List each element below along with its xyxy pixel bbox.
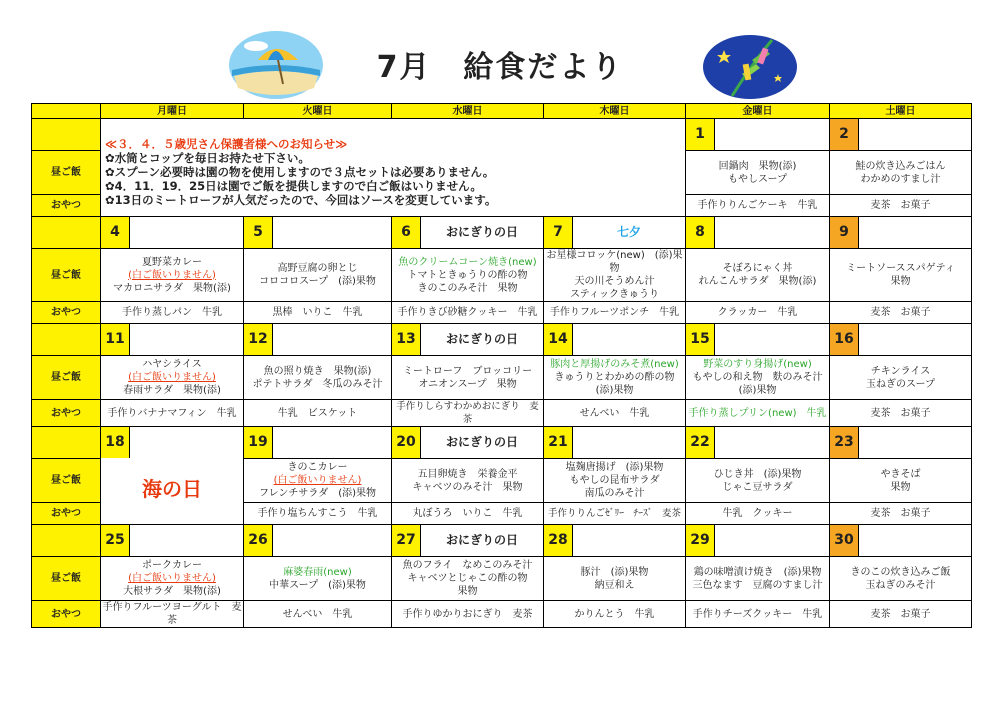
day-tag: おにぎりの日	[445, 332, 518, 346]
day-number: 21	[544, 427, 573, 458]
holiday-label: 海の日	[142, 476, 202, 501]
day-header	[686, 119, 830, 151]
lunch-cell: 鮭の炊き込みごはん わかめのすまし汁	[830, 151, 972, 195]
lunch-cell: 鶏の味噌漬け焼き (添)果物 三色なます 豆腐のすまし汁	[686, 557, 830, 601]
day-number: 2	[830, 119, 859, 150]
snack-cell: 手作りりんごケーキ 牛乳	[686, 195, 830, 217]
lunch-cell: ポークカレー (白ご飯いりません) 大根サラダ 果物(添)	[101, 557, 244, 601]
lunch-cell: 五目卵焼き 栄養金平 キャベツのみそ汁 果物	[392, 459, 544, 503]
snack-cell: かりんとう 牛乳	[544, 601, 686, 628]
header-corner	[32, 104, 101, 119]
day-header	[101, 525, 244, 557]
notice-line: ✿スプーン必要時は園の物を使用しますので３点セットは必要ありません。	[105, 165, 495, 179]
lunch-label: 昼ご飯	[32, 557, 101, 601]
weekday-header: 火曜日	[244, 104, 392, 119]
day-header	[686, 217, 830, 249]
snack-cell: 手作りバナナマフィン 牛乳	[101, 400, 244, 427]
snack-cell: 麦茶 お菓子	[830, 400, 972, 427]
lunch-cell: 塩麹唐揚げ (添)果物 もやしの昆布サラダ 南瓜のみそ汁	[544, 459, 686, 503]
lunch-cell: ミートソーススパゲティ 果物	[830, 249, 972, 302]
day-number: 20	[392, 427, 421, 458]
snack-cell: 牛乳 クッキー	[686, 503, 830, 525]
day-number: 27	[392, 525, 421, 556]
snack-cell: 手作りしらすわかめおにぎり 麦茶	[392, 400, 544, 427]
weekday-header: 金曜日	[686, 104, 830, 119]
lunch-cell: 回鍋肉 果物(添) もやしスープ	[686, 151, 830, 195]
snack-cell: 手作りゆかりおにぎり 麦茶	[392, 601, 544, 628]
day-number: 18	[101, 427, 130, 458]
lunch-cell: チキンライス 玉ねぎのスープ	[830, 356, 972, 400]
day-header	[544, 324, 686, 356]
snack-cell: せんべい 牛乳	[244, 601, 392, 628]
day-header	[686, 525, 830, 557]
day-header	[392, 217, 544, 249]
day-header	[392, 324, 544, 356]
day-header	[544, 525, 686, 557]
snack-label: おやつ	[32, 400, 101, 427]
day-header	[244, 427, 392, 459]
day-header	[244, 324, 392, 356]
lunch-cell: やきそば 果物	[830, 459, 972, 503]
snack-cell: 手作りきび砂糖クッキー 牛乳	[392, 302, 544, 324]
weekday-header: 土曜日	[830, 104, 972, 119]
snack-cell: 麦茶 お菓子	[830, 601, 972, 628]
notice-line: ✿13日のミートローフが人気だったので、今回はソースを変更しています。	[105, 193, 497, 207]
lunch-cell: 魚のフライ なめこのみそ汁 キャベツとじゃこの酢の物 果物	[392, 557, 544, 601]
lunch-cell: お星様コロッケ(new) (添)果物 天の川そうめん汁 スティックきゅうり	[544, 249, 686, 302]
lunch-cell: きのこの炊き込みご飯 玉ねぎのみそ汁	[830, 557, 972, 601]
day-header	[544, 217, 686, 249]
day-number: 22	[686, 427, 715, 458]
day-header	[392, 427, 544, 459]
lunch-label: 昼ご飯	[32, 151, 101, 195]
day-tag: おにぎりの日	[445, 533, 518, 547]
snack-label: おやつ	[32, 195, 101, 217]
lunch-cell: きのこカレー (白ご飯いりません) フレンチサラダ (添)果物	[244, 459, 392, 503]
day-tag: おにぎりの日	[445, 225, 518, 239]
snack-cell: クラッカー 牛乳	[686, 302, 830, 324]
day-header	[830, 119, 972, 151]
lunch-cell: 豚汁 (添)果物 納豆和え	[544, 557, 686, 601]
snack-cell: 手作りフルーツポンチ 牛乳	[544, 302, 686, 324]
snack-label: おやつ	[32, 302, 101, 324]
lunch-cell: ミートローフ ブロッコリー オニオンスープ 果物	[392, 356, 544, 400]
weekday-header: 木曜日	[544, 104, 686, 119]
day-tag: 七夕	[616, 225, 641, 239]
day-header	[830, 525, 972, 557]
day-number: 1	[686, 119, 715, 150]
day-number: 25	[101, 525, 130, 556]
holiday-cell	[101, 459, 244, 525]
lunch-label: 昼ご飯	[32, 356, 101, 400]
day-number: 26	[244, 525, 273, 556]
snack-cell: 手作り蒸しパン 牛乳	[101, 302, 244, 324]
day-number: 13	[392, 324, 421, 355]
day-header	[830, 324, 972, 356]
lunch-cell: 魚の照り焼き 果物(添) ポテトサラダ 冬瓜のみそ汁	[244, 356, 392, 400]
day-header	[244, 217, 392, 249]
notice-line: ✿4．11．19．25日は園でご飯を提供しますので白ご飯はいりません。	[105, 179, 482, 193]
snack-cell: 丸ぼうろ いりこ 牛乳	[392, 503, 544, 525]
day-number: 6	[392, 217, 421, 248]
day-tag: おにぎりの日	[445, 435, 518, 449]
day-number: 28	[544, 525, 573, 556]
day-header	[544, 427, 686, 459]
day-header	[830, 427, 972, 459]
notice-heading: ≪３．４．５歳児さん保護者様へのお知らせ≫	[105, 137, 348, 151]
lunch-label: 昼ご飯	[32, 249, 101, 302]
lunch-cell: そぼろにゃく丼 れんこんサラダ 果物(添)	[686, 249, 830, 302]
lunch-cell: ハヤシライス (白ご飯いりません) 春雨サラダ 果物(添)	[101, 356, 244, 400]
lunch-cell: 魚のクリームコーン焼き(new) トマトときゅうりの酢の物 きのこのみそ汁 果物	[392, 249, 544, 302]
day-number: 11	[101, 324, 130, 355]
day-number: 16	[830, 324, 859, 355]
lunch-cell: 高野豆腐の卵とじ コロコロスープ (添)果物	[244, 249, 392, 302]
day-number: 23	[830, 427, 859, 458]
snack-cell: 手作りりんごｾﾞﾘｰ ﾁｰｽﾞ 麦茶	[544, 503, 686, 525]
day-header	[101, 217, 244, 249]
notice-line: ✿水筒とコップを毎日お持たせ下さい。	[105, 151, 310, 165]
day-header	[101, 324, 244, 356]
day-number: 5	[244, 217, 273, 248]
day-number: 15	[686, 324, 715, 355]
snack-cell: 牛乳 ビスケット	[244, 400, 392, 427]
lunch-calendar	[31, 103, 972, 628]
lunch-label: 昼ご飯	[32, 459, 101, 503]
snack-cell: 麦茶 お菓子	[830, 195, 972, 217]
day-number: 12	[244, 324, 273, 355]
snack-cell: 手作りチーズクッキー 牛乳	[686, 601, 830, 628]
day-number: 7	[544, 217, 573, 248]
day-number: 19	[244, 427, 273, 458]
snack-cell: 黒棒 いりこ 牛乳	[244, 302, 392, 324]
lunch-cell: 野菜のすり身揚げ(new) もやしの和え物 麩のみそ汁 (添)果物	[686, 356, 830, 400]
snack-cell: 麦茶 お菓子	[830, 302, 972, 324]
weekday-header: 水曜日	[392, 104, 544, 119]
day-header	[244, 525, 392, 557]
day-header	[392, 525, 544, 557]
snack-cell: 手作り塩ちんすこう 牛乳	[244, 503, 392, 525]
snack-cell: 手作り蒸しプリン(new) 牛乳	[686, 400, 830, 427]
day-header	[101, 427, 244, 459]
notice-box	[101, 119, 686, 217]
day-header	[686, 427, 830, 459]
lunch-cell: 麻婆春雨(new) 中華スープ (添)果物	[244, 557, 392, 601]
weekday-header: 月曜日	[101, 104, 244, 119]
lunch-cell: ひじき丼 (添)果物 じゃこ豆サラダ	[686, 459, 830, 503]
day-number: 4	[101, 217, 130, 248]
day-number: 8	[686, 217, 715, 248]
snack-cell: 手作りフルーツヨーグルト 麦茶	[101, 601, 244, 628]
day-header	[830, 217, 972, 249]
snack-cell: せんべい 牛乳	[544, 400, 686, 427]
snack-label: おやつ	[32, 503, 101, 525]
lunch-cell: 夏野菜カレー (白ご飯いりません) マカロニサラダ 果物(添)	[101, 249, 244, 302]
day-number: 29	[686, 525, 715, 556]
snack-label: おやつ	[32, 601, 101, 628]
lunch-cell: 豚肉と厚揚げのみそ煮(new) きゅうりとわかめの酢の物 (添)果物	[544, 356, 686, 400]
snack-cell: 麦茶 お菓子	[830, 503, 972, 525]
day-number: 30	[830, 525, 859, 556]
day-number: 9	[830, 217, 859, 248]
page-title: 7月 給食だより	[376, 50, 624, 85]
day-header	[686, 324, 830, 356]
day-number: 14	[544, 324, 573, 355]
